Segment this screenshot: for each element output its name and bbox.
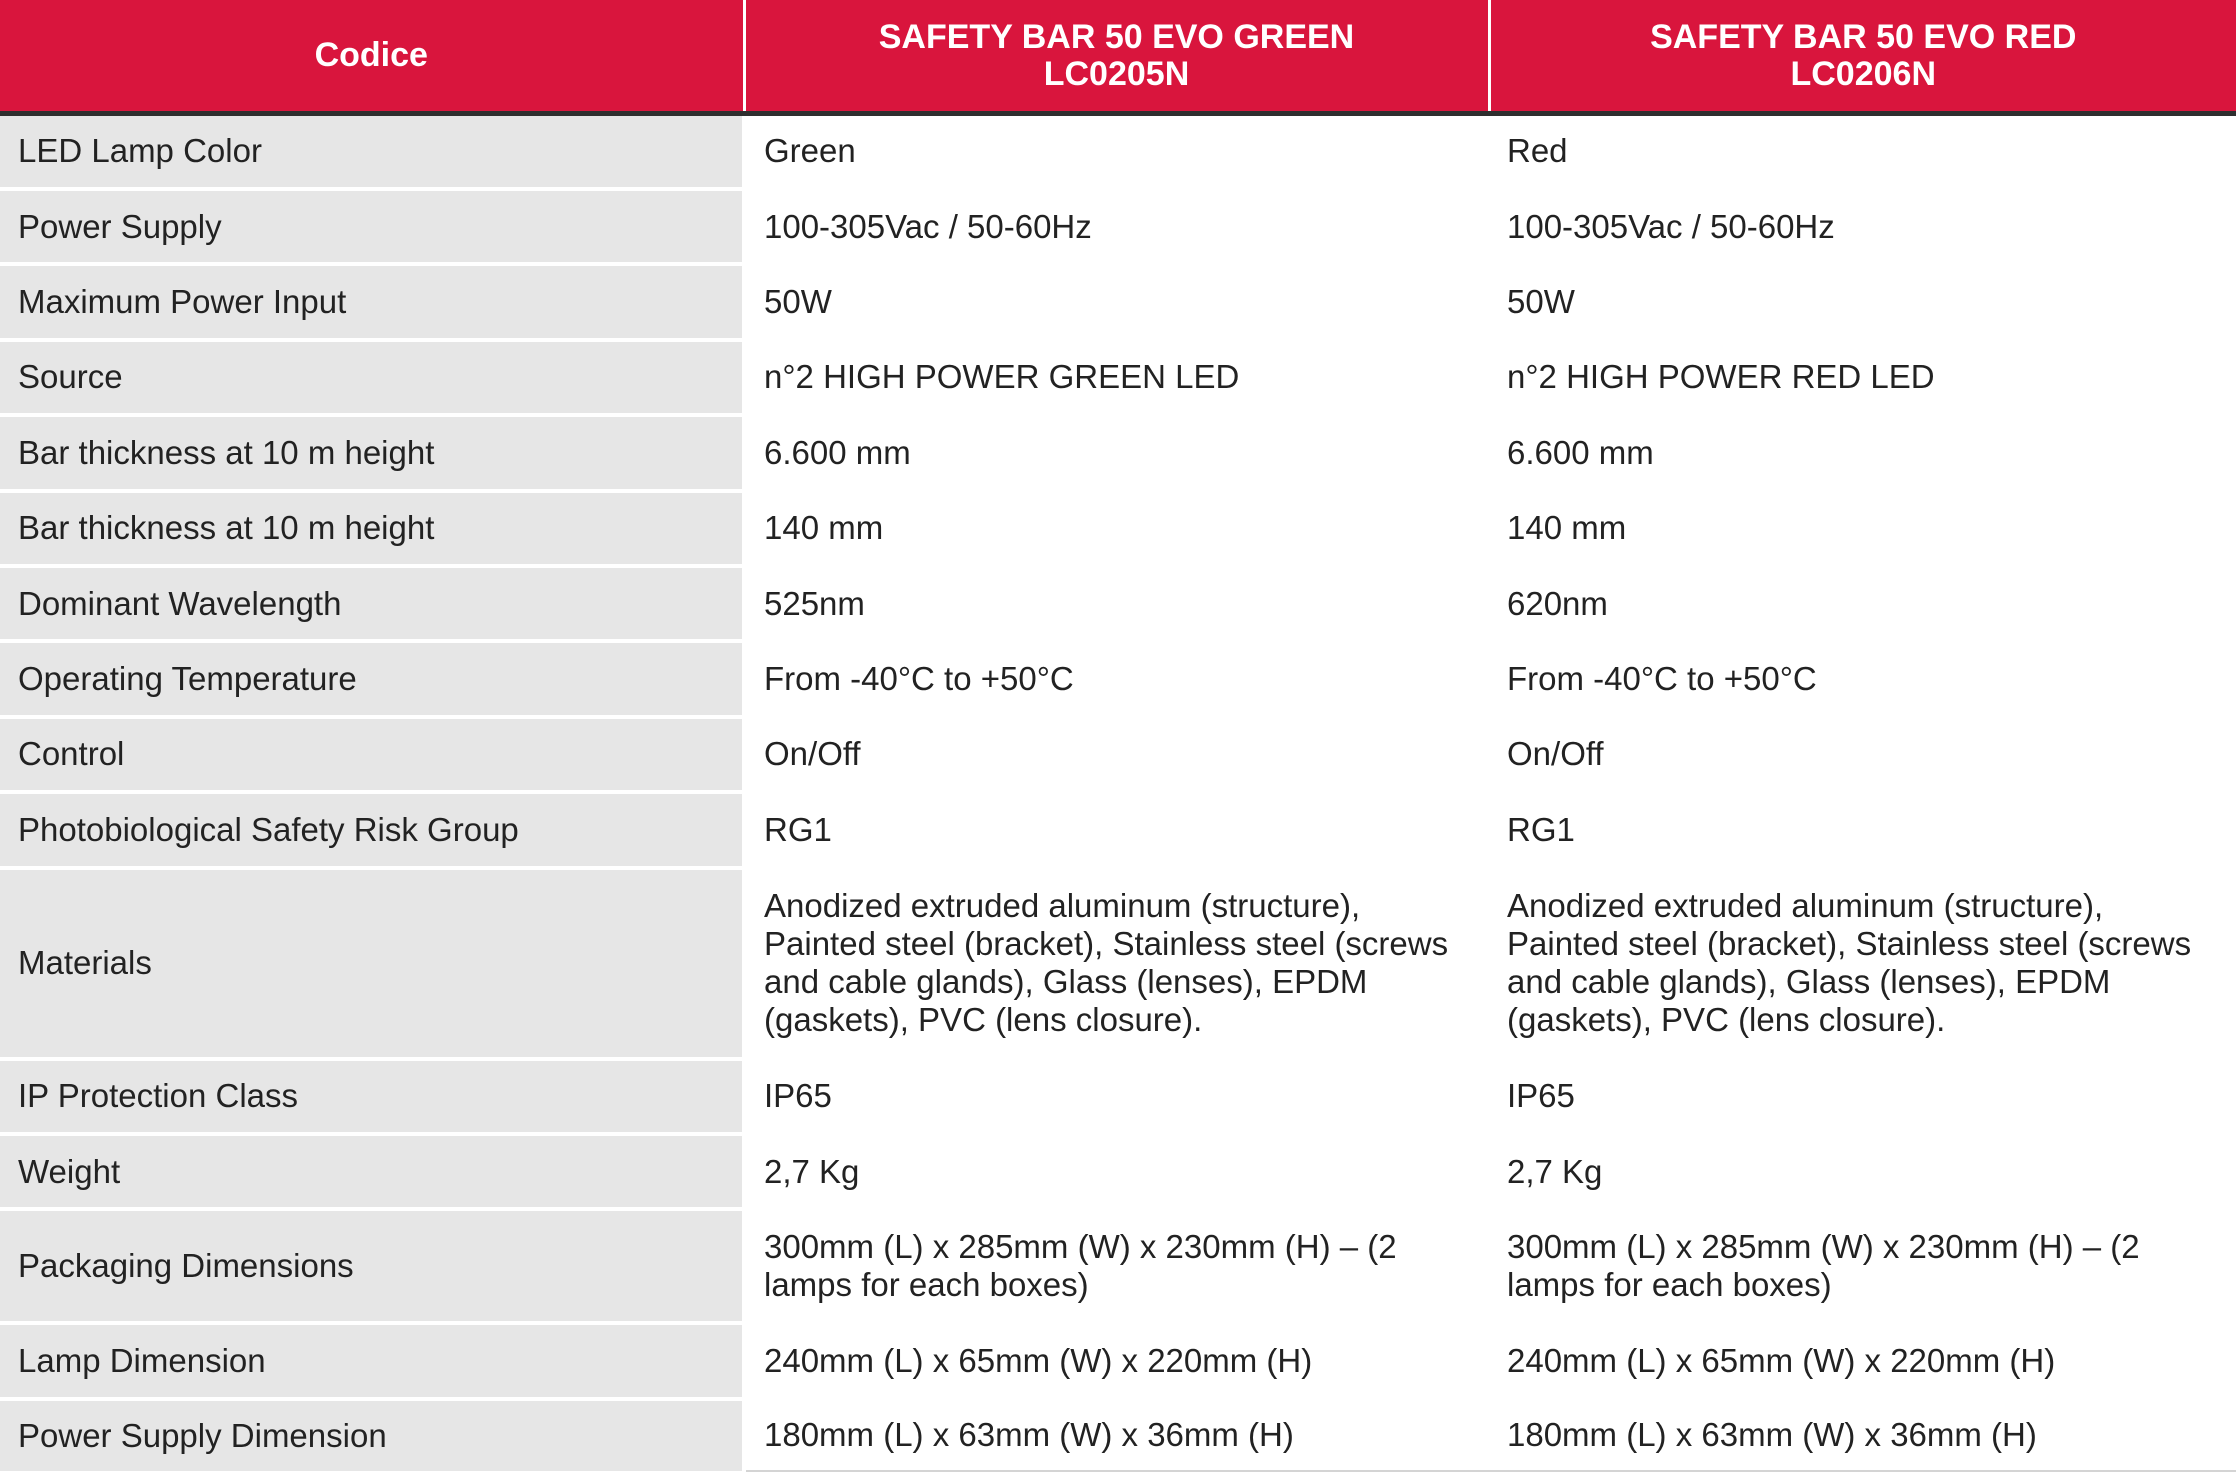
- header-product-red: [1489, 0, 2236, 114]
- value-green: n°2 HIGH POWER GREEN LED: [744, 340, 1489, 415]
- table-row: [0, 340, 2236, 415]
- table-row: [0, 641, 2236, 716]
- row-label: Power Supply: [0, 189, 744, 264]
- row-label: Materials: [0, 868, 744, 1059]
- row-label: Bar thickness at 10 m height: [0, 491, 744, 566]
- table-row: [0, 491, 2236, 566]
- header-codice: Codice: [0, 0, 744, 114]
- value-green: 300mm (L) x 285mm (W) x 230mm (H) – (2 lamps for each boxes): [744, 1209, 1489, 1323]
- row-label: IP Protection Class: [0, 1059, 744, 1134]
- value-green: RG1: [744, 792, 1489, 867]
- row-label: Bar thickness at 10 m height: [0, 415, 744, 490]
- value-red: 6.600 mm: [1489, 415, 2236, 490]
- value-red: 620nm: [1489, 566, 2236, 641]
- product-name-red: SAFETY BAR 50 EVO RED: [1650, 17, 2077, 56]
- value-red: 240mm (L) x 65mm (W) x 220mm (H): [1489, 1323, 2236, 1398]
- row-label: Lamp Dimension: [0, 1323, 744, 1398]
- table-row: [0, 189, 2236, 264]
- value-red: 180mm (L) x 63mm (W) x 36mm (H): [1489, 1399, 2236, 1471]
- value-red: IP65: [1489, 1059, 2236, 1134]
- value-red: 50W: [1489, 264, 2236, 339]
- value-red: Red: [1489, 114, 2236, 189]
- row-label: Photobiological Safety Risk Group: [0, 792, 744, 867]
- table-row: [0, 868, 2236, 1059]
- table-row: [0, 264, 2236, 339]
- table-row: [0, 1399, 2236, 1471]
- value-red: 2,7 Kg: [1489, 1134, 2236, 1209]
- table-row: [0, 114, 2236, 189]
- product-code-red: LC0206N: [1790, 54, 1936, 93]
- value-green: 180mm (L) x 63mm (W) x 36mm (H): [744, 1399, 1489, 1471]
- table-row: [0, 792, 2236, 867]
- value-green: Green: [744, 114, 1489, 189]
- table-row: [0, 566, 2236, 641]
- value-green: IP65: [744, 1059, 1489, 1134]
- value-green: 2,7 Kg: [744, 1134, 1489, 1209]
- value-green: 525nm: [744, 566, 1489, 641]
- table-header-row: [0, 0, 2236, 114]
- value-red: 100-305Vac / 50-60Hz: [1489, 189, 2236, 264]
- value-red: n°2 HIGH POWER RED LED: [1489, 340, 2236, 415]
- value-green: 50W: [744, 264, 1489, 339]
- row-label: Source: [0, 340, 744, 415]
- table-row: [0, 1323, 2236, 1398]
- row-label: LED Lamp Color: [0, 114, 744, 189]
- header-product-green: [744, 0, 1489, 114]
- value-red: 300mm (L) x 285mm (W) x 230mm (H) – (2 lamps for each boxes): [1489, 1209, 2236, 1323]
- table-row: [0, 717, 2236, 792]
- value-red: Anodized extruded aluminum (structure), Painted steel (bracket), Stainless steel (screws and cable glands), Glass (lenses), EPDM (gaskets), PVC (lens closure).: [1489, 868, 2236, 1059]
- product-code-green: LC0205N: [1043, 54, 1190, 93]
- row-label: Weight: [0, 1134, 744, 1209]
- product-name-green: SAFETY BAR 50 EVO GREEN: [878, 17, 1355, 56]
- row-label: Control: [0, 717, 744, 792]
- value-green: 240mm (L) x 65mm (W) x 220mm (H): [744, 1323, 1489, 1398]
- row-label: Dominant Wavelength: [0, 566, 744, 641]
- value-green: 140 mm: [744, 491, 1489, 566]
- value-red: From -40°C to +50°C: [1489, 641, 2236, 716]
- value-green: From -40°C to +50°C: [744, 641, 1489, 716]
- table-row: [0, 1134, 2236, 1209]
- value-red: 140 mm: [1489, 491, 2236, 566]
- value-green: 6.600 mm: [744, 415, 1489, 490]
- row-label: Packaging Dimensions: [0, 1209, 744, 1323]
- row-label: Maximum Power Input: [0, 264, 744, 339]
- row-label: Operating Temperature: [0, 641, 744, 716]
- value-red: RG1: [1489, 792, 2236, 867]
- table-row: [0, 1059, 2236, 1134]
- value-red: On/Off: [1489, 717, 2236, 792]
- table-row: [0, 415, 2236, 490]
- value-green: On/Off: [744, 717, 1489, 792]
- value-green: Anodized extruded aluminum (structure), Painted steel (bracket), Stainless steel (screws and cable glands), Glass (lenses), EPDM (gaskets), PVC (lens closure).: [744, 868, 1489, 1059]
- value-green: 100-305Vac / 50-60Hz: [744, 189, 1489, 264]
- table-row: [0, 1209, 2236, 1323]
- row-label: Power Supply Dimension: [0, 1399, 744, 1471]
